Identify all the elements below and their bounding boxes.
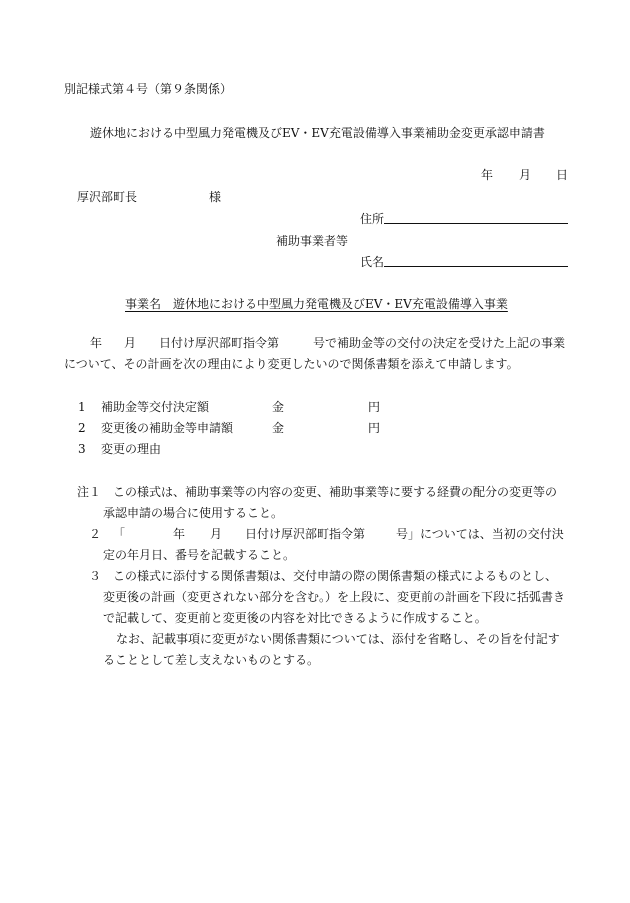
item-label: 補助金等交付決定額: [101, 400, 210, 414]
applicant-label: 補助事業者等: [276, 234, 349, 248]
body-end: 号で補助金等の交付の決定を受けた上記の事業: [313, 336, 566, 350]
name-field[interactable]: [384, 252, 568, 267]
addressee-name: 厚沢部町長: [77, 190, 138, 204]
item-number: 2: [78, 421, 86, 435]
item-label: 変更後の補助金等申請額: [101, 421, 234, 435]
note1-line2: 承認申請の場合に使用すること。: [103, 506, 284, 520]
date-day: 日: [556, 168, 569, 182]
name-label: 氏名: [360, 255, 385, 269]
item-kin: 金: [272, 421, 285, 435]
note3-line5: ることとして差し支えないものとする。: [103, 653, 320, 667]
document-title: 遊休地における中型風力発電機及びEV・EV充電設備導入事業補助金変更承認申請書: [90, 126, 545, 140]
item-label: 変更の理由: [101, 442, 162, 456]
note2-mid: 日付け厚沢部町指令第: [245, 527, 366, 541]
form-number: 別記様式第４号（第９条関係）: [64, 82, 233, 96]
item-kin: 金: [272, 400, 285, 414]
date-year: 年: [481, 168, 494, 182]
note2-month: 月: [210, 527, 223, 541]
date-month: 月: [519, 168, 532, 182]
body-year: 年: [90, 336, 103, 350]
note1-line1: この様式は、補助事業等の内容の変更、補助事業等に要する経費の配分の変更等の: [113, 485, 558, 499]
address-label: 住所: [360, 212, 385, 226]
item-yen: 円: [368, 421, 381, 435]
note3-line4: なお、記載事項に変更がない関係書類については、添付を省略し、その旨を付記す: [116, 632, 560, 646]
note3-number: ３: [89, 569, 102, 583]
note1-prefix: 注１: [77, 485, 102, 499]
note3-line3: で記載して、変更前と変更後の内容を対比できるように作成すること。: [103, 611, 487, 625]
body-month: 月: [124, 336, 137, 350]
item-number: 1: [78, 400, 86, 414]
note3-line1: この様式に添付する関係書類は、交付申請の際の関係書類の様式によるものとし、: [113, 569, 558, 583]
body-line2: について、その計画を次の理由により変更したいので関係書類を添えて申請します。: [64, 357, 519, 371]
note2-end: 号」については、当初の交付決: [396, 527, 564, 541]
address-field[interactable]: [384, 209, 568, 224]
item-number: 3: [78, 442, 86, 456]
addressee-honorific: 様: [209, 190, 222, 204]
project-name: 事業名 遊休地における中型風力発電機及びEV・EV充電設備導入事業: [125, 297, 508, 311]
item-yen: 円: [368, 400, 381, 414]
note2-year: 年: [173, 527, 186, 541]
note2-number: ２: [89, 527, 102, 541]
note2-line2: 定の年月日、番号を記載すること。: [103, 548, 296, 562]
note2-open-quote: 「: [113, 527, 126, 541]
body-mid: 日付け厚沢部町指令第: [159, 336, 280, 350]
note3-line2: 変更後の計画（変更されない部分を含む。）を上段に、変更前の計画を下段に括弧書き: [103, 590, 566, 604]
